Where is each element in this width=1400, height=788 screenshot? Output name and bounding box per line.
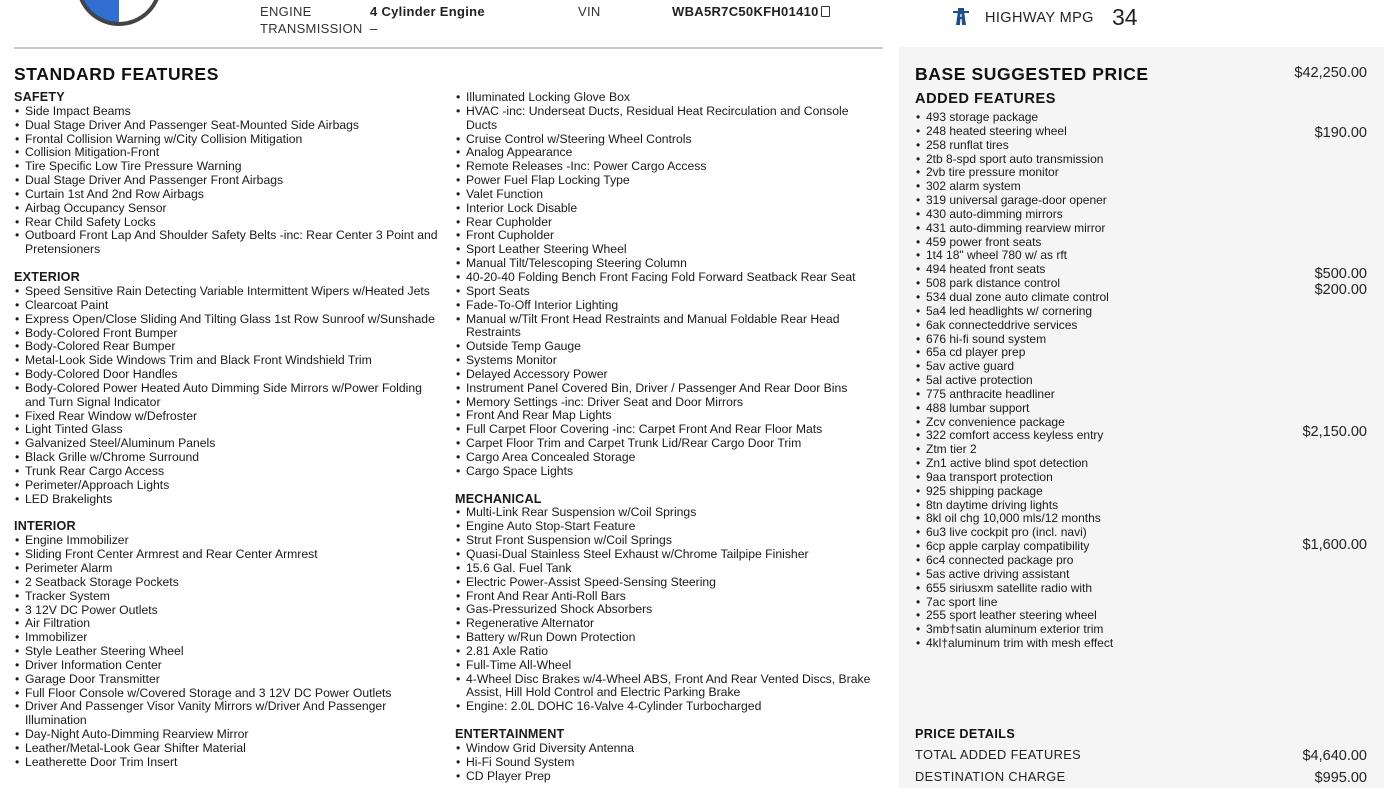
feature-item: • Front And Rear Map Lights: [455, 409, 880, 423]
feature-item: • 15.6 Gal. Fuel Tank: [455, 562, 880, 576]
feature-item: • Airbag Occupancy Sensor: [14, 202, 444, 216]
added-feature-item: • 248 heated steering wheel: [915, 125, 1145, 139]
added-feature-item: • 6cp apple carplay compatibility: [915, 540, 1145, 554]
feature-item: • Cruise Control w/Steering Wheel Controls: [455, 133, 880, 147]
feature-item: • Carpet Floor Trim and Carpet Trunk Lid/Rear Cargo Door Trim: [455, 437, 880, 451]
added-feature-item: • 65a cd player prep: [915, 346, 1145, 360]
feature-item: • Driver Information Center: [14, 659, 444, 673]
feature-item: • Express Open/Close Sliding And Tilting Glass 1st Row Sunroof w/Sunshade: [14, 313, 444, 327]
feature-item: • Quasi-Dual Stainless Steel Exhaust w/Chrome Tailpipe Finisher: [455, 548, 880, 562]
feature-item: • HVAC -inc: Underseat Ducts, Residual Heat Recirculation and Console Ducts: [455, 105, 880, 133]
base-price-title: BASE SUGGESTED PRICE: [915, 64, 1149, 84]
feature-list: [14, 285, 444, 507]
feature-item: • Body-Colored Front Bumper: [14, 327, 444, 341]
feature-item: • Sport Leather Steering Wheel: [455, 243, 880, 257]
added-price: $1,600.00: [1302, 537, 1367, 553]
feature-item: • Body-Colored Rear Bumper: [14, 340, 444, 354]
header-divider: [14, 47, 883, 49]
feature-item: • Driver And Passenger Visor Vanity Mirrors w/Driver And Passenger Illumination: [14, 700, 444, 728]
added-feature-item: • 7ac sport line: [915, 596, 1145, 610]
feature-item: • Fade-To-Off Interior Lighting: [455, 299, 880, 313]
feature-section: [14, 91, 444, 257]
feature-item: • Regenerative Alternator: [455, 617, 880, 631]
feature-item: • Side Impact Beams: [14, 105, 444, 119]
feature-item: • Trunk Rear Cargo Access: [14, 465, 444, 479]
vin-value: WBA5R7C50KFH01410: [672, 4, 819, 19]
feature-item: • Valet Function: [455, 188, 880, 202]
feature-list: [455, 91, 880, 479]
feature-item: • Illuminated Locking Glove Box: [455, 91, 880, 105]
feature-item: • Leatherette Door Trim Insert: [14, 756, 444, 770]
added-feature-item: • 508 park distance control: [915, 277, 1145, 291]
feature-item: • Immobilizer: [14, 631, 444, 645]
added-feature-item: • 5as active driving assistant: [915, 568, 1145, 582]
feature-item: • Body-Colored Power Heated Auto Dimming Side Mirrors w/Power Folding and Turn Signal Indicator: [14, 382, 444, 410]
feature-item: • Rear Cupholder: [455, 216, 880, 230]
feature-item: • Perimeter Alarm: [14, 562, 444, 576]
added-feature-item: • 302 alarm system: [915, 180, 1145, 194]
added-features-title: ADDED FEATURES: [915, 91, 1057, 107]
feature-item: • Power Fuel Flap Locking Type: [455, 174, 880, 188]
feature-item: • Cargo Area Concealed Storage: [455, 451, 880, 465]
features-column-right: [455, 91, 880, 784]
section-heading: ENTERTAINMENT: [455, 727, 565, 742]
added-feature-item: • 775 anthracite headliner: [915, 388, 1145, 402]
highway-icon: [950, 5, 972, 27]
feature-item: • Sport Seats: [455, 285, 880, 299]
feature-item: • LED Brakelights: [14, 493, 444, 507]
section-heading: MECHANICAL: [455, 491, 542, 506]
feature-item: • Engine: 2.0L DOHC 16-Valve 4-Cylinder Turbocharged: [455, 700, 880, 714]
feature-item: • Day-Night Auto-Dimming Rearview Mirror: [14, 728, 444, 742]
added-feature-item: • 925 shipping package: [915, 485, 1145, 499]
feature-item: • Front And Rear Anti-Roll Bars: [455, 590, 880, 604]
feature-item: • Window Grid Diversity Antenna: [455, 742, 880, 756]
feature-item: • Curtain 1st And 2nd Row Airbags: [14, 188, 444, 202]
feature-item: • CD Player Prep: [455, 770, 880, 784]
feature-item: • Black Grille w/Chrome Surround: [14, 451, 444, 465]
added-feature-item: • 258 runflat tires: [915, 139, 1145, 153]
feature-item: • Hi-Fi Sound System: [455, 756, 880, 770]
feature-list: [455, 742, 880, 784]
total-added-label: TOTAL ADDED FEATURES: [915, 747, 1082, 762]
feature-item: • Engine Auto Stop-Start Feature: [455, 520, 880, 534]
added-price: $500.00: [1314, 266, 1367, 282]
feature-item: • Dual Stage Driver And Passenger Seat-Mounted Side Airbags: [14, 119, 444, 133]
feature-item: • Electric Power-Assist Speed-Sensing Steering: [455, 576, 880, 590]
feature-item: • Full Carpet Floor Covering -inc: Carpet Front And Rear Floor Mats: [455, 423, 880, 437]
feature-item: • 40-20-40 Folding Bench Front Facing Fold Forward Seatback Rear Seat: [455, 271, 880, 285]
feature-section: [455, 728, 880, 783]
added-feature-item: • 9aa transport protection: [915, 471, 1145, 485]
feature-section: [14, 271, 444, 506]
feature-item: • Metal-Look Side Windows Trim and Black Front Windshield Trim: [14, 354, 444, 368]
added-feature-item: • 5al active protection: [915, 374, 1145, 388]
feature-item: • 2.81 Axle Ratio: [455, 645, 880, 659]
feature-item: • Manual Tilt/Telescoping Steering Column: [455, 257, 880, 271]
feature-item: • Body-Colored Door Handles: [14, 368, 444, 382]
added-feature-item: • 255 sport leather steering wheel: [915, 609, 1145, 623]
feature-item: • Garage Door Transmitter: [14, 673, 444, 687]
added-feature-item: • 3mb†satin aluminum exterior trim: [915, 623, 1145, 637]
section-heading: EXTERIOR: [14, 270, 80, 285]
added-feature-item: • 431 auto-dimming rearview mirror: [915, 222, 1145, 236]
feature-item: • Analog Appearance: [455, 146, 880, 160]
added-feature-item: • 430 auto-dimming mirrors: [915, 208, 1145, 222]
added-feature-item: • 5av active guard: [915, 360, 1145, 374]
total-added-value: $4,640.00: [1302, 748, 1367, 764]
added-feature-item: • 655 siriusxm satellite radio with: [915, 582, 1145, 596]
added-price: $2,150.00: [1302, 424, 1367, 440]
destination-label: DESTINATION CHARGE: [915, 769, 1066, 784]
section-heading: SAFETY: [14, 90, 65, 104]
added-feature-item: • 493 storage package: [915, 111, 1145, 125]
feature-section: [455, 91, 880, 479]
feature-item: • Galvanized Steel/Aluminum Panels: [14, 437, 444, 451]
added-price: $200.00: [1314, 282, 1367, 298]
section-heading: INTERIOR: [14, 519, 76, 534]
added-feature-item: • 319 universal garage-door opener: [915, 194, 1145, 208]
added-feature-item: • 2tb 8-spd sport auto transmission: [915, 153, 1145, 167]
added-feature-item: • 8tn daytime driving lights: [915, 499, 1145, 513]
feature-item: • Tire Specific Low Tire Pressure Warning: [14, 160, 444, 174]
feature-item: • Tracker System: [14, 590, 444, 604]
destination-value: $995.00: [1314, 770, 1367, 786]
feature-item: • Multi-Link Rear Suspension w/Coil Springs: [455, 506, 880, 520]
feature-item: • Leather/Metal-Look Gear Shifter Material: [14, 742, 444, 756]
transmission-value: –: [370, 21, 378, 36]
engine-value: 4 Cylinder Engine: [370, 4, 485, 19]
feature-item: • 3 12V DC Power Outlets: [14, 604, 444, 618]
added-feature-item: • Ztm tier 2: [915, 443, 1145, 457]
feature-item: • Speed Sensitive Rain Detecting Variable Intermittent Wipers w/Heated Jets: [14, 285, 444, 299]
feature-item: • Fixed Rear Window w/Defroster: [14, 410, 444, 424]
feature-item: • Strut Front Suspension w/Coil Springs: [455, 534, 880, 548]
feature-item: • Manual w/Tilt Front Head Restraints and Manual Foldable Rear Head Restraints: [455, 313, 880, 341]
price-details-title: PRICE DETAILS: [915, 727, 1016, 741]
vin-row: [672, 4, 830, 19]
added-feature-item: • 459 power front seats: [915, 236, 1145, 250]
added-feature-item: • 1t4 18" wheel 780 w/ as rft: [915, 249, 1145, 263]
added-feature-item: • 6ak connecteddrive services: [915, 319, 1145, 333]
feature-item: • Style Leather Steering Wheel: [14, 645, 444, 659]
feature-item: • Delayed Accessory Power: [455, 368, 880, 382]
feature-item: • Frontal Collision Warning w/City Collision Mitigation: [14, 133, 444, 147]
engine-label: ENGINE: [260, 4, 312, 19]
transmission-label: TRANSMISSION: [260, 21, 363, 36]
feature-item: • Interior Lock Disable: [455, 202, 880, 216]
feature-item: • Full-Time All-Wheel: [455, 659, 880, 673]
feature-item: • Systems Monitor: [455, 354, 880, 368]
feature-section: [14, 520, 444, 769]
feature-list: [455, 506, 880, 714]
feature-item: • Instrument Panel Covered Bin, Driver / Passenger And Rear Door Bins: [455, 382, 880, 396]
copy-icon[interactable]: [821, 6, 830, 17]
feature-item: • 4-Wheel Disc Brakes w/4-Wheel ABS, Front And Rear Vented Discs, Brake Assist, Hill Hold Control and Electric Parking Brake: [455, 673, 880, 701]
feature-section: [455, 493, 880, 715]
feature-item: • Remote Releases -Inc: Power Cargo Access: [455, 160, 880, 174]
feature-item: • Gas-Pressurized Shock Absorbers: [455, 603, 880, 617]
feature-item: • Rear Child Safety Locks: [14, 216, 444, 230]
added-feature-item: • 5a4 led headlights w/ cornering: [915, 305, 1145, 319]
highway-mpg-label: HIGHWAY MPG: [985, 10, 1094, 26]
feature-list: [14, 105, 444, 257]
added-feature-item: • 8kl oil chg 10,000 mls/12 months: [915, 512, 1145, 526]
added-feature-item: • Zcv convenience package: [915, 416, 1145, 430]
feature-item: • Sliding Front Center Armrest and Rear Center Armrest: [14, 548, 444, 562]
added-feature-item: • 4kl†aluminum trim with mesh effect: [915, 637, 1145, 651]
brand-logo: [76, 0, 162, 26]
feature-item: • Outboard Front Lap And Shoulder Safety Belts -inc: Rear Center 3 Point and Pretensioners: [14, 229, 444, 257]
feature-item: • Outside Temp Gauge: [455, 340, 880, 354]
feature-item: • Front Cupholder: [455, 229, 880, 243]
added-feature-item: • 2vb tire pressure monitor: [915, 166, 1145, 180]
feature-item: • Collision Mitigation-Front: [14, 146, 444, 160]
added-feature-item: • Zn1 active blind spot detection: [915, 457, 1145, 471]
added-price: $190.00: [1314, 125, 1367, 141]
added-features-list: [915, 111, 1145, 651]
feature-list: [14, 534, 444, 769]
feature-item: • Clearcoat Paint: [14, 299, 444, 313]
feature-item: • Memory Settings -inc: Driver Seat and Door Mirrors: [455, 396, 880, 410]
feature-item: • 2 Seatback Storage Pockets: [14, 576, 444, 590]
standard-features-title: STANDARD FEATURES: [14, 64, 219, 84]
highway-mpg-value: 34: [1112, 4, 1138, 30]
feature-item: • Dual Stage Driver And Passenger Front Airbags: [14, 174, 444, 188]
added-feature-item: • 534 dual zone auto climate control: [915, 291, 1145, 305]
feature-item: • Air Filtration: [14, 617, 444, 631]
added-feature-item: • 488 lumbar support: [915, 402, 1145, 416]
added-feature-item: • 494 heated front seats: [915, 263, 1145, 277]
added-feature-item: • 322 comfort access keyless entry: [915, 429, 1145, 443]
feature-item: • Cargo Space Lights: [455, 465, 880, 479]
feature-item: • Engine Immobilizer: [14, 534, 444, 548]
vin-label: VIN: [578, 4, 601, 19]
added-feature-item: • 676 hi-fi sound system: [915, 333, 1145, 347]
base-price-value: $42,250.00: [1294, 65, 1367, 81]
features-column-left: [14, 91, 444, 770]
feature-item: • Full Floor Console w/Covered Storage and 3 12V DC Power Outlets: [14, 687, 444, 701]
added-feature-item: • 6u3 live cockpit pro (incl. navi): [915, 526, 1145, 540]
feature-item: • Perimeter/Approach Lights: [14, 479, 444, 493]
feature-item: • Light Tinted Glass: [14, 423, 444, 437]
feature-item: • Battery w/Run Down Protection: [455, 631, 880, 645]
added-feature-item: • 6c4 connected package pro: [915, 554, 1145, 568]
